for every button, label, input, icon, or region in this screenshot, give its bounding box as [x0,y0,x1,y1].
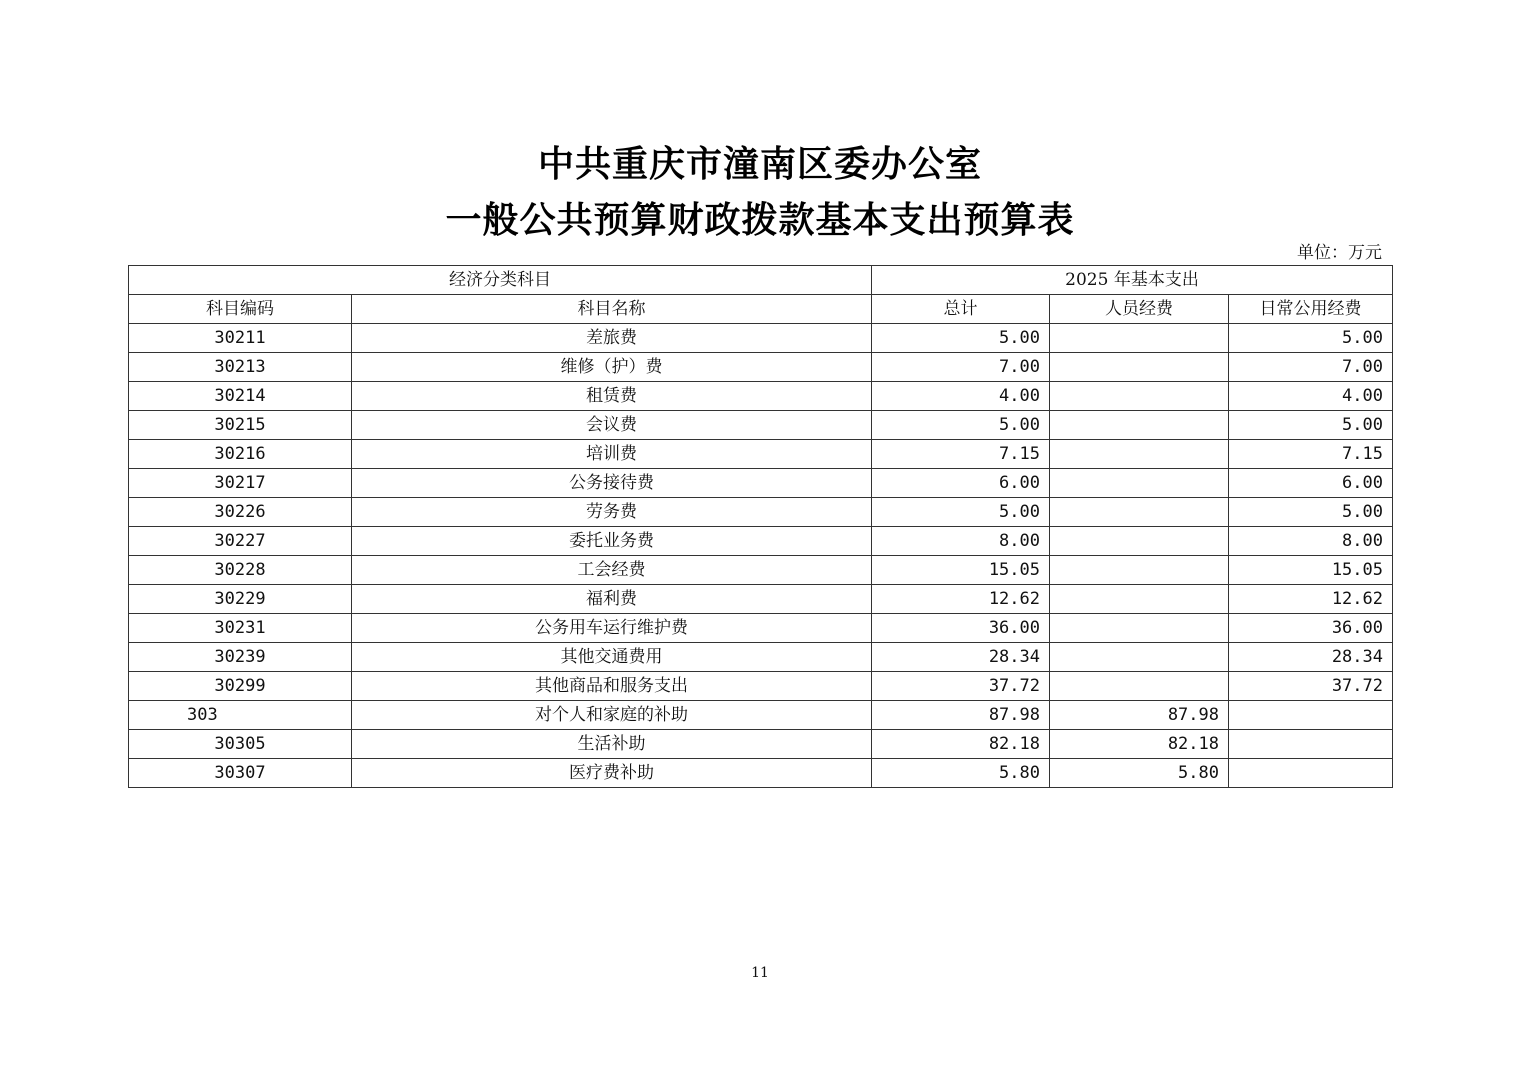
table-row [129,411,1393,440]
cell-public [1229,759,1393,788]
table-row [129,469,1393,498]
table-row [129,353,1393,382]
cell-total: 82.18 [872,730,1050,759]
cell-personnel [1050,527,1229,556]
table-row [129,498,1393,527]
cell-personnel [1050,382,1229,411]
cell-code: 30231 [129,614,352,643]
cell-name: 租赁费 [352,382,872,411]
cell-total: 5.00 [872,498,1050,527]
header-personnel: 人员经费 [1050,295,1229,324]
unit-label: 单位：万元 [1297,243,1382,263]
cell-public: 5.00 [1229,324,1393,353]
header-basic-expenditure: 2025 年基本支出 [872,266,1393,295]
cell-code: 30215 [129,411,352,440]
header-economic-class: 经济分类科目 [129,266,872,295]
cell-personnel [1050,469,1229,498]
cell-total: 5.00 [872,411,1050,440]
cell-total: 36.00 [872,614,1050,643]
cell-public: 36.00 [1229,614,1393,643]
cell-total: 6.00 [872,469,1050,498]
cell-total: 12.62 [872,585,1050,614]
cell-total: 7.00 [872,353,1050,382]
cell-personnel [1050,556,1229,585]
page-title-line1: 中共重庆市潼南区委办公室 [537,143,982,185]
group-header-row [129,266,1393,295]
cell-public: 4.00 [1229,382,1393,411]
table-row [129,701,1393,730]
cell-code: 303 [129,701,352,730]
cell-name: 生活补助 [352,730,872,759]
cell-code: 30226 [129,498,352,527]
cell-name: 委托业务费 [352,527,872,556]
cell-total: 87.98 [872,701,1050,730]
table-row [129,324,1393,353]
table-row [129,614,1393,643]
cell-name: 会议费 [352,411,872,440]
cell-code: 30299 [129,672,352,701]
cell-total: 7.15 [872,440,1050,469]
cell-code: 30217 [129,469,352,498]
cell-personnel [1050,353,1229,382]
page-number: 11 [751,965,769,981]
budget-table-body [129,266,1393,788]
cell-name: 其他商品和服务支出 [352,672,872,701]
table-row [129,556,1393,585]
cell-name: 医疗费补助 [352,759,872,788]
cell-name: 培训费 [352,440,872,469]
cell-personnel: 82.18 [1050,730,1229,759]
cell-personnel [1050,672,1229,701]
cell-name: 对个人和家庭的补助 [352,701,872,730]
table-row [129,643,1393,672]
cell-name: 公务用车运行维护费 [352,614,872,643]
cell-name: 其他交通费用 [352,643,872,672]
cell-public: 5.00 [1229,498,1393,527]
cell-public: 7.15 [1229,440,1393,469]
cell-code: 30229 [129,585,352,614]
cell-name: 福利费 [352,585,872,614]
cell-total: 28.34 [872,643,1050,672]
cell-name: 公务接待费 [352,469,872,498]
cell-personnel [1050,324,1229,353]
cell-code: 30211 [129,324,352,353]
table-row [129,527,1393,556]
cell-public: 6.00 [1229,469,1393,498]
cell-code: 30307 [129,759,352,788]
header-total: 总计 [872,295,1050,324]
cell-public: 5.00 [1229,411,1393,440]
cell-code: 30213 [129,353,352,382]
cell-total: 5.80 [872,759,1050,788]
page-title-line2: 一般公共预算财政拨款基本支出预算表 [445,199,1075,241]
cell-public [1229,730,1393,759]
cell-public: 8.00 [1229,527,1393,556]
cell-public: 15.05 [1229,556,1393,585]
cell-public: 7.00 [1229,353,1393,382]
table-row [129,672,1393,701]
cell-code: 30305 [129,730,352,759]
cell-public: 12.62 [1229,585,1393,614]
budget-table [128,265,1393,788]
cell-total: 8.00 [872,527,1050,556]
table-row [129,759,1393,788]
cell-personnel [1050,440,1229,469]
table-row [129,730,1393,759]
cell-personnel [1050,585,1229,614]
cell-personnel [1050,643,1229,672]
cell-personnel: 87.98 [1050,701,1229,730]
cell-total: 37.72 [872,672,1050,701]
cell-code: 30228 [129,556,352,585]
cell-code: 30239 [129,643,352,672]
cell-total: 5.00 [872,324,1050,353]
table-row [129,440,1393,469]
cell-code: 30227 [129,527,352,556]
header-name: 科目名称 [352,295,872,324]
table-row [129,382,1393,411]
cell-public: 28.34 [1229,643,1393,672]
cell-name: 劳务费 [352,498,872,527]
cell-name: 维修（护）费 [352,353,872,382]
cell-personnel [1050,498,1229,527]
cell-total: 4.00 [872,382,1050,411]
cell-total: 15.05 [872,556,1050,585]
table-row [129,585,1393,614]
cell-personnel: 5.80 [1050,759,1229,788]
cell-public [1229,701,1393,730]
cell-personnel [1050,614,1229,643]
cell-code: 30216 [129,440,352,469]
column-header-row [129,295,1393,324]
cell-code: 30214 [129,382,352,411]
cell-public: 37.72 [1229,672,1393,701]
cell-name: 工会经费 [352,556,872,585]
header-code: 科目编码 [129,295,352,324]
cell-personnel [1050,411,1229,440]
header-public: 日常公用经费 [1229,295,1393,324]
cell-name: 差旅费 [352,324,872,353]
